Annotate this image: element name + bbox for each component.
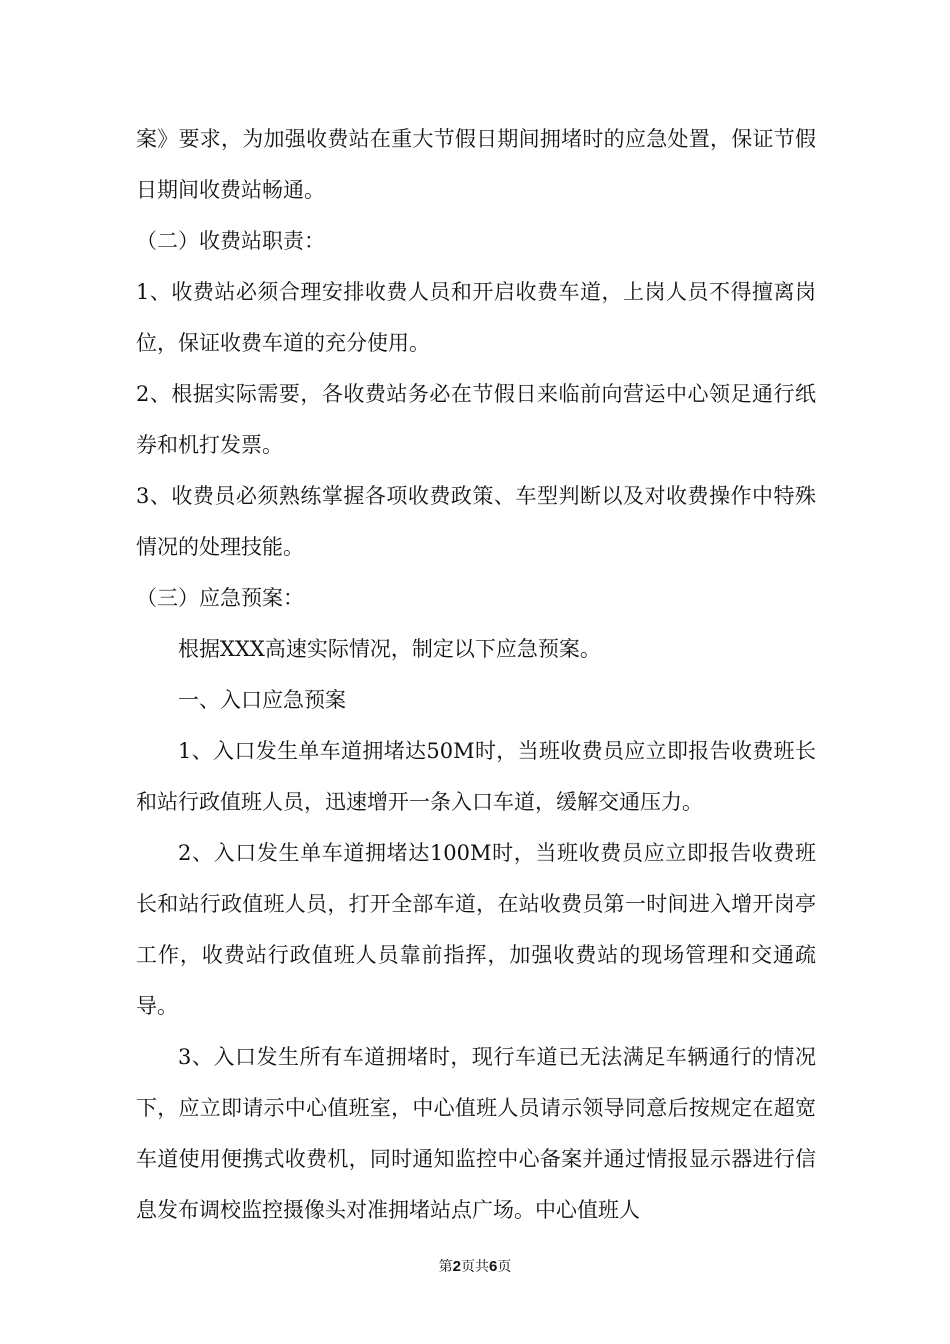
paragraph: 3、入口发生所有车道拥堵时，现行车道已无法满足车辆通行的情况下，应立即请示中心值班室，中心值班人员请示领导同意后按规定在超宽车道使用便携式收费机，同时通知监控中心备案并通过情报显示器进行信息发布调校监控摄像头对准拥堵站点广场。中心值班人 bbox=[136, 1045, 816, 1222]
footer-suffix: 页 bbox=[497, 1259, 512, 1275]
document-body bbox=[136, 114, 816, 1236]
footer-prefix: 第 bbox=[438, 1259, 453, 1275]
subsection-heading: 一、入口应急预案 bbox=[178, 688, 346, 712]
section-heading: （二）收费站职责： bbox=[136, 229, 325, 253]
paragraph: 1、入口发生单车道拥堵达50M时，当班收费员应立即报告收费班长和站行政值班人员，迅速增开一条入口车道，缓解交通压力。 bbox=[136, 739, 816, 814]
paragraph: 案》要求，为加强收费站在重大节假日期间拥堵时的应急处置，保证节假日期间收费站畅通。 bbox=[136, 127, 816, 202]
paragraph: 1、收费站必须合理安排收费人员和开启收费车道，上岗人员不得擅离岗位，保证收费车道的充分使用。 bbox=[136, 280, 816, 355]
paragraph: 3、收费员必须熟练掌握各项收费政策、车型判断以及对收费操作中特殊情况的处理技能。 bbox=[136, 484, 816, 559]
current-page-number: 2 bbox=[452, 1258, 461, 1275]
paragraph: 2、入口发生单车道拥堵达100M时，当班收费员应立即报告收费班长和站行政值班人员，打开全部车道，在站收费员第一时间进入增开岗亭工作，收费站行政值班人员靠前指挥，加强收费站的现场管理和交通疏导。 bbox=[136, 841, 816, 1018]
paragraph: 根据XXX高速实际情况，制定以下应急预案。 bbox=[178, 637, 601, 661]
total-page-count: 6 bbox=[489, 1258, 498, 1275]
section-heading: （三）应急预案： bbox=[136, 586, 304, 610]
paragraph: 2、根据实际需要，各收费站务必在节假日来临前向营运中心领足通行纸券和机打发票。 bbox=[136, 382, 816, 457]
footer-middle: 页共 bbox=[461, 1259, 489, 1275]
page-footer bbox=[0, 1256, 950, 1276]
